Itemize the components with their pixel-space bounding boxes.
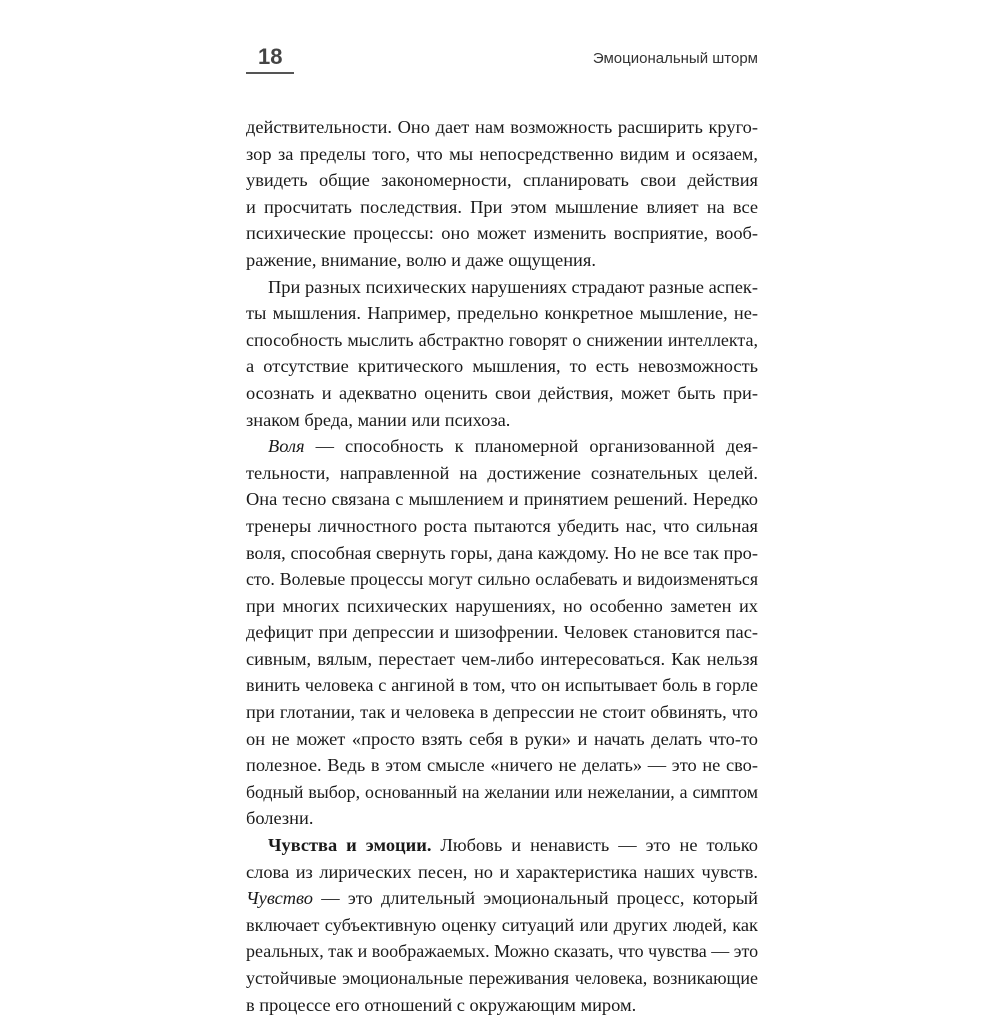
text-line: сто. Волевые процессы могут сильно ослабевать и видоизменяться xyxy=(246,569,758,590)
page-number-underline xyxy=(246,72,294,74)
text-line: а отсутствие критического мышления, то есть невозможность xyxy=(246,356,758,377)
text-line: действительности. Оно дает нам возможность расширить круго- xyxy=(246,117,758,137)
text-line: устойчивые эмоциональные переживания человека, возникающие xyxy=(246,968,758,988)
section-heading-feelings-emotions: Чувства и эмоции. xyxy=(268,835,432,856)
term-volya: Воля xyxy=(268,436,305,457)
section-heading-continuation: Любовь и ненависть — это не только xyxy=(431,835,758,856)
text-line: реальных, так и воображаемых. Можно сказать, что чувства — это xyxy=(246,941,759,962)
text-line: увидеть общие закономерности, спланировать свои действия xyxy=(246,170,758,191)
text-line: он не может «просто взять себя в руки» и начать делать что-то xyxy=(246,728,758,749)
term-volya-definition: — способность к планомерной организованной дея- xyxy=(304,436,758,457)
text-line: в процессе его отношений с окружающим миром. xyxy=(246,994,637,1015)
body-text xyxy=(246,114,758,1018)
text-line: осознать и адекватно оценить свои действия, может быть при- xyxy=(246,382,758,403)
text-line xyxy=(246,832,758,859)
text-line: ты мышления. Например, предельно конкретное мышление, не- xyxy=(246,303,758,324)
text-line: винить человека с ангиной в том, что он испытывает боль в горле xyxy=(246,675,758,696)
text-line: бодный выбор, основанный на желании или нежелании, а симптом xyxy=(246,781,758,802)
text-line: воля, способная свернуть горы, дана каждому. Но не все так про- xyxy=(246,542,758,563)
text-line: Она тесно связана с мышлением и принятием решений. Нередко xyxy=(246,489,758,510)
running-title: Эмоциональный шторм xyxy=(592,50,758,67)
text-line xyxy=(246,433,758,460)
text-line xyxy=(246,885,758,912)
text-line: ражение, внимание, волю и даже ощущения. xyxy=(246,249,596,270)
text-line: и просчитать последствия. При этом мышление влияет на все xyxy=(246,196,758,217)
text-line: дефицит при депрессии и шизофрении. Человек становится пас- xyxy=(246,622,758,643)
text-line: знаком бреда, мании или психоза. xyxy=(246,409,511,430)
text-line: При разных психических нарушениях страдают разные аспек- xyxy=(268,276,758,297)
text-line: психические процессы: оно может изменить восприятие, вооб- xyxy=(246,223,758,244)
term-chuvstvo-definition: — это длительный эмоциональный процесс, который xyxy=(312,888,758,909)
page-number: 18 xyxy=(258,44,283,69)
text-line: включает субъективную оценку ситуаций или других людей, как xyxy=(246,914,758,935)
term-chuvstvo: Чувство xyxy=(246,888,313,909)
text-line: зор за пределы того, что мы непосредственно видим и осязаем, xyxy=(246,143,758,164)
text-line: при глотании, так и человека в депрессии не стоит обвинять, что xyxy=(246,702,758,723)
text-line: сивным, вялым, перестает чем-либо интересоваться. Как нельзя xyxy=(246,648,758,669)
text-line: при многих психических нарушениях, но особенно заметен их xyxy=(246,595,758,616)
text-line: полезное. Ведь в этом смысле «ничего не делать» — это не сво- xyxy=(246,755,758,776)
text-line: тельности, направленной на достижение сознательных целей. xyxy=(246,462,758,483)
text-line: тренеры личностного роста пытаются убедить нас, что сильная xyxy=(246,515,758,536)
text-line: слова из лирических песен, но и характеристика наших чувств. xyxy=(246,861,758,882)
text-line: способность мыслить абстрактно говорят о снижении интеллекта, xyxy=(246,329,758,350)
text-line: болезни. xyxy=(246,808,314,829)
page-header xyxy=(246,44,758,74)
